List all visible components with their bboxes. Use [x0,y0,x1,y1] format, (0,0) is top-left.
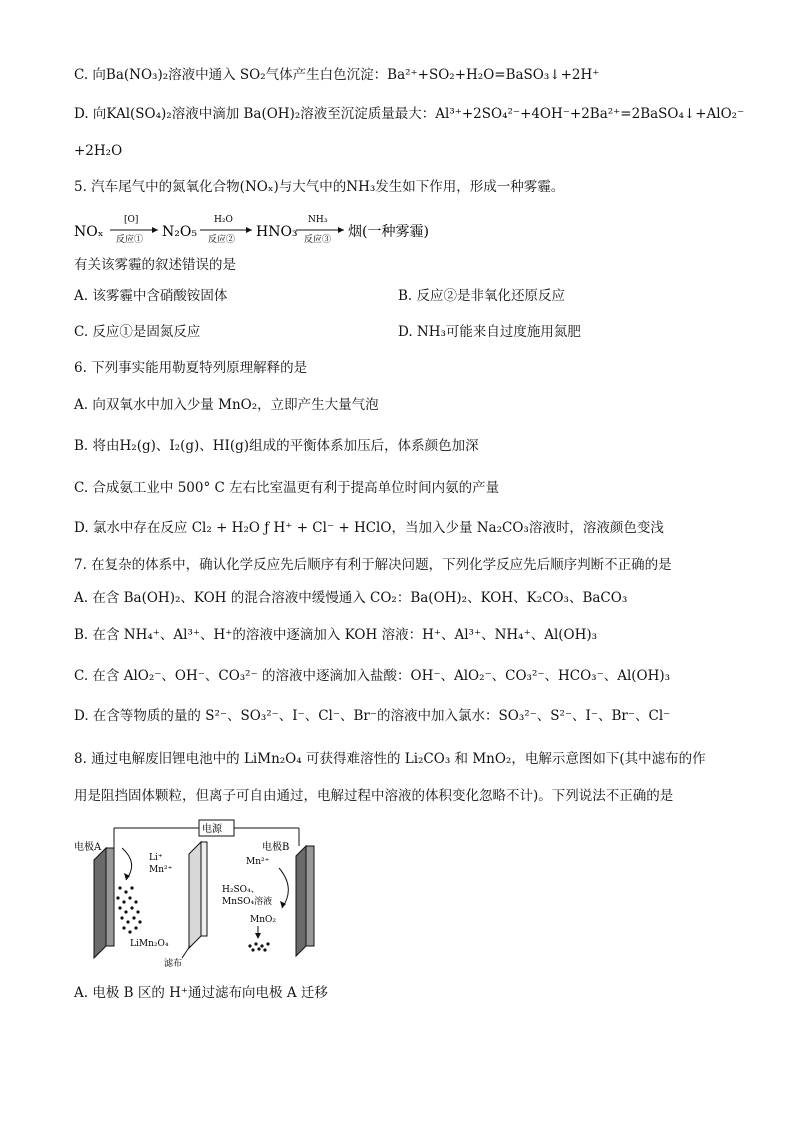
option-7a: A. 在含 Ba(OH)₂、KOH 的混合溶液中缓慢通入 CO₂：Ba(OH)₂、KOH、K₂CO₃、BaCO₃ [74,590,628,606]
mno2-particles [248,942,269,951]
option-7c: C. 在含 AlO₂⁻、OH⁻、CO₃²⁻ 的溶液中逐滴加入盐酸：OH⁻、AlO₂⁻、CO₃²⁻、HCO₃⁻、Al(OH)₃ [74,668,671,684]
scheme-r1-top: [O] [124,215,139,225]
electrode-b-label: 电极B [262,842,290,853]
option-8a: A. 电极 B 区的 H⁺通过滤布向电极 A 迁移 [74,985,328,1001]
question-7: 7. 在复杂的体系中，确认化学反应先后顺序有利于解决问题，下列化学反应先后顺序判断不正确的是 [74,557,672,573]
option-6a: A. 向双氧水中加入少量 MnO₂，立即产生大量气泡 [74,397,379,413]
option-4d-cont: +2H₂O [74,143,123,159]
option-5d: D. NH₃可能来自过度施用氮肥 [398,324,581,340]
option-7d: D. 在含等物质的量的 S²⁻、SO₃²⁻、I⁻、Cl⁻、Br⁻的溶液中加入氯水：SO₃²⁻、S²⁻、I⁻、Br⁻、Cl⁻ [74,708,671,724]
question-6: 6. 下列事实能用勒夏特列原理解释的是 [74,360,308,376]
scheme-r3-top: NH₃ [308,215,328,225]
reaction-scheme [74,210,494,250]
filter-label: 滤布 [164,959,183,968]
scheme-hno3: HNO₃ [256,224,298,240]
scheme-r2-bot: 反应② [208,235,236,245]
electrolysis-diagram [74,818,324,968]
filter-cloth [189,842,201,948]
option-5a: A. 该雾霾中含硝酸铵固体 [74,288,228,304]
option-6c: C. 合成氨工业中 500° C 左右比室温更有利于提高单位时间内氨的产量 [74,480,500,496]
electrode-b [296,846,306,956]
ion-mn-right-label: Mn²⁺ [246,857,270,867]
scheme-r3-bot: 反应③ [304,235,332,245]
option-5b: B. 反应②是非氧化还原反应 [398,288,566,304]
option-7b: B. 在含 NH₄⁺、Al³⁺、H⁺的溶液中逐滴加入 KOH 溶液：H⁺、Al³⁺、NH₄⁺、Al(OH)₃ [74,627,598,643]
option-5c: C. 反应①是固氮反应 [74,324,201,340]
electrode-a-label: 电极A [74,842,102,853]
option-6b: B. 将由H₂(g)、I₂(g)、HI(g)组成的平衡体系加压后，体系颜色加深 [74,438,479,454]
ion-mn-left-label: Mn²⁺ [149,865,173,875]
power-label: 电源 [202,824,222,835]
option-4d: D. 向KAl(SO₄)₂溶液中滴加 Ba(OH)₂溶液至沉淀质量最大：Al³⁺+2SO₄²⁻+4OH⁻+2Ba²⁺=2BaSO₄↓+AlO₂⁻ [74,106,745,122]
solution-label-2: MnSO₄溶液 [222,897,273,907]
scheme-r2-top: H₂O [214,215,233,225]
scheme-nox: NOₓ [74,224,104,240]
electrode-a [94,848,106,958]
mno2-label: MnO₂ [250,915,276,925]
option-6d: D. 氯水中存在反应 Cl₂ + H₂O ƒ H⁺ + Cl⁻ + HClO，当加入少量 Na₂CO₃溶液时，溶液颜色变浅 [74,520,664,536]
option-4c: C. 向Ba(NO₃)₂溶液中通入 SO₂气体产生白色沉淀：Ba²⁺+SO₂+H₂O=BaSO₃↓+2H⁺ [74,67,600,83]
question-8: 8. 通过电解废旧锂电池中的 LiMn₂O₄ 可获得难溶性的 Li₂CO₃ 和 MnO₂，电解示意图如下(其中滤布的作 [74,751,706,767]
question-5: 5. 汽车尾气中的氮氧化合物(NOₓ)与大气中的NH₃发生如下作用，形成一种雾霾。 [74,179,565,195]
question-8-cont: 用是阻挡固体颗粒，但离子可自由通过，电解过程中溶液的体积变化忽略不计)。下列说法不正确的是 [74,788,674,804]
scheme-r1-bot: 反应① [116,235,144,245]
scheme-n2o5: N₂O₅ [162,224,197,240]
scheme-smoke: 烟(一种雾霾) [348,224,429,240]
solution-label-1: H₂SO₄、 [222,885,260,895]
limn2o4-particles [116,886,141,933]
limn2o4-label: LiMn₂O₄ [130,939,169,949]
ion-li-label: Li⁺ [149,853,163,863]
question-5-stem: 有关该雾霾的叙述错误的是 [74,257,236,273]
